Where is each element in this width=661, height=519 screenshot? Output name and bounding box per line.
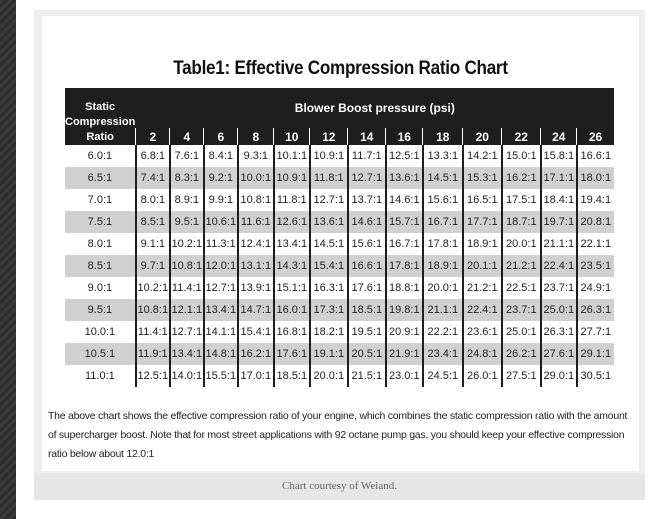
table-row: [65, 211, 614, 233]
table-body: [65, 145, 614, 387]
effective-ratio-cell: 15.0:1: [502, 145, 541, 167]
effective-ratio-cell: 13.6:1: [310, 211, 348, 233]
effective-ratio-cell: 23.5:1: [577, 255, 614, 277]
effective-ratio-cell: 13.4:1: [274, 233, 310, 255]
effective-ratio-cell: 27.7:1: [577, 321, 614, 343]
effective-ratio-cell: 12.1:1: [170, 299, 204, 321]
effective-ratio-cell: 12.7:1: [348, 167, 386, 189]
effective-ratio-cell: 18.2:1: [310, 321, 348, 343]
effective-ratio-cell: 19.7:1: [541, 211, 577, 233]
table-row: [65, 321, 614, 343]
effective-ratio-cell: 9.1:1: [136, 233, 170, 255]
effective-ratio-cell: 17.6:1: [348, 277, 386, 299]
effective-ratio-cell: 26.0:1: [463, 365, 502, 387]
static-compression-header: [65, 88, 136, 145]
effective-ratio-cell: 10.8:1: [170, 255, 204, 277]
effective-ratio-cell: 24.8:1: [463, 343, 502, 365]
effective-ratio-cell: 20.0:1: [502, 233, 541, 255]
table-row: [65, 343, 614, 365]
effective-ratio-cell: 30.5:1: [577, 365, 614, 387]
effective-ratio-cell: 20.9:1: [386, 321, 423, 343]
table-row: [65, 255, 614, 277]
effective-ratio-cell: 14.7:1: [238, 299, 274, 321]
effective-ratio-cell: 25.0:1: [541, 299, 577, 321]
static-ratio-cell: 9.5:1: [65, 299, 136, 321]
effective-ratio-cell: 27.6:1: [541, 343, 577, 365]
effective-ratio-cell: 9.3:1: [238, 145, 274, 167]
effective-ratio-cell: 10.2:1: [136, 277, 170, 299]
effective-ratio-cell: 17.8:1: [423, 233, 463, 255]
page-left-edge-bar: [0, 0, 16, 519]
static-ratio-cell: 7.5:1: [65, 211, 136, 233]
effective-ratio-cell: 8.3:1: [170, 167, 204, 189]
effective-ratio-cell: 9.9:1: [204, 189, 238, 211]
effective-ratio-cell: 11.8:1: [274, 189, 310, 211]
effective-ratio-cell: 22.4:1: [463, 299, 502, 321]
static-ratio-cell: 6.5:1: [65, 167, 136, 189]
effective-ratio-cell: 11.9:1: [136, 343, 170, 365]
effective-ratio-cell: 17.0:1: [238, 365, 274, 387]
effective-ratio-cell: 17.7:1: [463, 211, 502, 233]
effective-ratio-cell: 16.7:1: [386, 233, 423, 255]
effective-ratio-cell: 14.8:1: [204, 343, 238, 365]
effective-ratio-cell: 21.5:1: [348, 365, 386, 387]
effective-ratio-cell: 18.9:1: [423, 255, 463, 277]
effective-ratio-cell: 15.6:1: [348, 233, 386, 255]
effective-ratio-cell: 23.0:1: [386, 365, 423, 387]
effective-ratio-cell: 26.3:1: [577, 299, 614, 321]
effective-ratio-cell: 7.6:1: [170, 145, 204, 167]
effective-ratio-cell: 10.9:1: [310, 145, 348, 167]
effective-ratio-cell: 21.2:1: [502, 255, 541, 277]
effective-ratio-cell: 21.1:1: [423, 299, 463, 321]
effective-ratio-cell: 23.6:1: [463, 321, 502, 343]
static-ratio-cell: 10.5:1: [65, 343, 136, 365]
effective-ratio-cell: 7.4:1: [136, 167, 170, 189]
table-row: [65, 233, 614, 255]
effective-ratio-cell: 13.9:1: [238, 277, 274, 299]
effective-ratio-cell: 16.8:1: [274, 321, 310, 343]
effective-ratio-cell: 8.9:1: [170, 189, 204, 211]
chart-credit: Chart courtesy of Weiand.: [282, 480, 397, 492]
effective-ratio-cell: 26.2:1: [502, 343, 541, 365]
table-row: [65, 277, 614, 299]
effective-ratio-cell: 22.1:1: [577, 233, 614, 255]
effective-ratio-cell: 11.4:1: [170, 277, 204, 299]
effective-ratio-cell: 13.4:1: [170, 343, 204, 365]
psi-header-10: 10: [274, 128, 310, 145]
effective-ratio-cell: 20.0:1: [310, 365, 348, 387]
effective-ratio-cell: 23.4:1: [423, 343, 463, 365]
psi-header-12: 12: [310, 128, 348, 145]
effective-ratio-cell: 18.0:1: [577, 167, 614, 189]
effective-ratio-cell: 12.7:1: [170, 321, 204, 343]
static-ratio-cell: 7.0:1: [87, 194, 113, 206]
effective-ratio-cell: 15.5:1: [204, 365, 238, 387]
effective-ratio-cell: 15.3:1: [463, 167, 502, 189]
effective-ratio-cell: 15.8:1: [541, 145, 577, 167]
effective-ratio-cell: 12.7:1: [310, 189, 348, 211]
effective-ratio-cell: 26.3:1: [541, 321, 577, 343]
effective-ratio-cell: 21.2:1: [463, 277, 502, 299]
effective-ratio-cell: 19.1:1: [310, 343, 348, 365]
effective-ratio-cell: 10.8:1: [238, 189, 274, 211]
effective-ratio-cell: 15.1:1: [274, 277, 310, 299]
header-row: [65, 88, 614, 128]
psi-header-18: 18: [423, 128, 463, 145]
effective-ratio-cell: 25.0:1: [502, 321, 541, 343]
effective-ratio-cell: 15.4:1: [238, 321, 274, 343]
effective-ratio-cell: 15.6:1: [423, 189, 463, 211]
effective-ratio-cell: 29.1:1: [577, 343, 614, 365]
compression-ratio-table: [65, 88, 614, 387]
effective-ratio-cell: 9.7:1: [136, 255, 170, 277]
effective-ratio-cell: 15.7:1: [386, 211, 423, 233]
effective-ratio-cell: 16.3:1: [310, 277, 348, 299]
effective-ratio-cell: 9.5:1: [170, 211, 204, 233]
psi-header-20: 20: [463, 128, 502, 145]
effective-ratio-cell: 10.2:1: [170, 233, 204, 255]
effective-ratio-cell: 13.6:1: [386, 167, 423, 189]
effective-ratio-cell: 21.9:1: [386, 343, 423, 365]
effective-ratio-cell: 14.0:1: [170, 365, 204, 387]
effective-ratio-cell: 12.6:1: [274, 211, 310, 233]
effective-ratio-cell: 14.5:1: [310, 233, 348, 255]
static-header-line-3: Ratio: [86, 131, 114, 143]
effective-ratio-cell: 19.4:1: [577, 189, 614, 211]
effective-ratio-cell: 6.8:1: [136, 145, 170, 167]
static-header-line-2: Compression: [65, 116, 136, 128]
effective-ratio-cell: 24.9:1: [577, 277, 614, 299]
static-ratio-cell: 11.0:1: [85, 370, 115, 382]
effective-ratio-cell: 27.5:1: [502, 365, 541, 387]
static-ratio-cell: 8.0:1: [87, 238, 113, 250]
effective-ratio-cell: 15.4:1: [310, 255, 348, 277]
chart-note: The above chart shows the effective compression ratio of your engine, which combines the static compression ratio with the amount of supercharger boost. Note that for most street applications with 92 octane pump gas, you should keep your effective compression ratio below about 12.0:1: [48, 410, 628, 460]
effective-ratio-cell: 18.9:1: [463, 233, 502, 255]
effective-ratio-cell: 14.6:1: [348, 211, 386, 233]
effective-ratio-cell: 8.0:1: [136, 189, 170, 211]
effective-ratio-cell: 14.2:1: [463, 145, 502, 167]
psi-header-22: 22: [502, 128, 541, 145]
table-row: [65, 189, 614, 211]
effective-ratio-cell: 17.8:1: [386, 255, 423, 277]
effective-ratio-cell: 17.3:1: [310, 299, 348, 321]
chart-title: Table1: Effective Compression Ratio Chart: [173, 58, 508, 79]
table-row: [65, 365, 614, 387]
static-ratio-cell: 10.0:1: [84, 326, 116, 338]
effective-ratio-cell: 16.0:1: [274, 299, 310, 321]
effective-ratio-cell: 10.8:1: [136, 299, 170, 321]
effective-ratio-cell: 16.2:1: [238, 343, 274, 365]
static-ratio-cell: 6.0:1: [87, 150, 113, 162]
effective-ratio-cell: 11.7:1: [348, 145, 386, 167]
effective-ratio-cell: 12.5:1: [386, 145, 423, 167]
effective-ratio-cell: 20.5:1: [348, 343, 386, 365]
effective-ratio-cell: 17.1:1: [541, 167, 577, 189]
effective-ratio-cell: 14.1:1: [204, 321, 238, 343]
static-ratio-cell: 9.0:1: [87, 282, 113, 294]
effective-ratio-cell: 10.1:1: [274, 145, 310, 167]
psi-header-16: 16: [386, 128, 423, 145]
effective-ratio-cell: 14.3:1: [274, 255, 310, 277]
psi-header-24: 24: [541, 128, 577, 145]
psi-header-14: 14: [348, 128, 386, 145]
effective-ratio-cell: 13.7:1: [348, 189, 386, 211]
effective-ratio-cell: 19.8:1: [386, 299, 423, 321]
effective-ratio-cell: 23.7:1: [541, 277, 577, 299]
effective-ratio-cell: 18.5:1: [348, 299, 386, 321]
effective-ratio-cell: 18.4:1: [541, 189, 577, 211]
effective-ratio-cell: 18.5:1: [274, 365, 310, 387]
effective-ratio-cell: 9.2:1: [204, 167, 238, 189]
effective-ratio-cell: 16.6:1: [577, 145, 614, 167]
effective-ratio-cell: 8.4:1: [204, 145, 238, 167]
effective-ratio-cell: 23.7:1: [502, 299, 541, 321]
effective-ratio-cell: 22.2:1: [423, 321, 463, 343]
effective-ratio-cell: 8.5:1: [136, 211, 170, 233]
effective-ratio-cell: 10.6:1: [204, 211, 238, 233]
psi-header-4: 4: [170, 128, 204, 145]
effective-ratio-cell: 10.9:1: [274, 167, 310, 189]
effective-ratio-cell: 11.4:1: [136, 321, 170, 343]
effective-ratio-cell: 10.0:1: [238, 167, 274, 189]
effective-ratio-cell: 12.0:1: [204, 255, 238, 277]
psi-header-8: 8: [238, 128, 274, 145]
psi-header-26: 26: [577, 128, 614, 145]
boost-pressure-header: Blower Boost pressure (psi): [136, 88, 614, 128]
effective-ratio-cell: 17.6:1: [274, 343, 310, 365]
effective-ratio-cell: 19.5:1: [348, 321, 386, 343]
table-row: [65, 145, 614, 167]
effective-ratio-cell: 16.5:1: [463, 189, 502, 211]
effective-ratio-cell: 14.6:1: [386, 189, 423, 211]
effective-ratio-cell: 13.1:1: [238, 255, 274, 277]
effective-ratio-cell: 12.4:1: [238, 233, 274, 255]
effective-ratio-cell: 14.5:1: [423, 167, 463, 189]
effective-ratio-cell: 13.4:1: [204, 299, 238, 321]
effective-ratio-cell: 20.0:1: [423, 277, 463, 299]
effective-ratio-cell: 11.3:1: [204, 233, 238, 255]
effective-ratio-cell: 18.8:1: [386, 277, 423, 299]
effective-ratio-cell: 20.8:1: [577, 211, 614, 233]
effective-ratio-cell: 11.8:1: [310, 167, 348, 189]
psi-header-row: [65, 128, 614, 145]
effective-ratio-cell: 12.7:1: [204, 277, 238, 299]
effective-ratio-cell: 21.1:1: [541, 233, 577, 255]
effective-ratio-cell: 22.5:1: [502, 277, 541, 299]
table-row: [65, 299, 614, 321]
effective-ratio-cell: 13.3:1: [423, 145, 463, 167]
table-row: [65, 167, 614, 189]
effective-ratio-cell: 16.2:1: [502, 167, 541, 189]
effective-ratio-cell: 20.1:1: [463, 255, 502, 277]
effective-ratio-cell: 16.7:1: [423, 211, 463, 233]
effective-ratio-cell: 22.4:1: [541, 255, 577, 277]
psi-header-2: 2: [136, 128, 170, 145]
psi-header-6: 6: [204, 128, 238, 145]
effective-ratio-cell: 11.6:1: [238, 211, 274, 233]
effective-ratio-cell: 24.5:1: [423, 365, 463, 387]
effective-ratio-cell: 17.5:1: [502, 189, 541, 211]
static-header-line-1: Static: [85, 101, 116, 113]
effective-ratio-cell: 18.7:1: [502, 211, 541, 233]
effective-ratio-cell: 29.0:1: [541, 365, 577, 387]
effective-ratio-cell: 16.6:1: [348, 255, 386, 277]
effective-ratio-cell: 12.5:1: [136, 365, 170, 387]
static-ratio-cell: 8.5:1: [65, 255, 136, 277]
